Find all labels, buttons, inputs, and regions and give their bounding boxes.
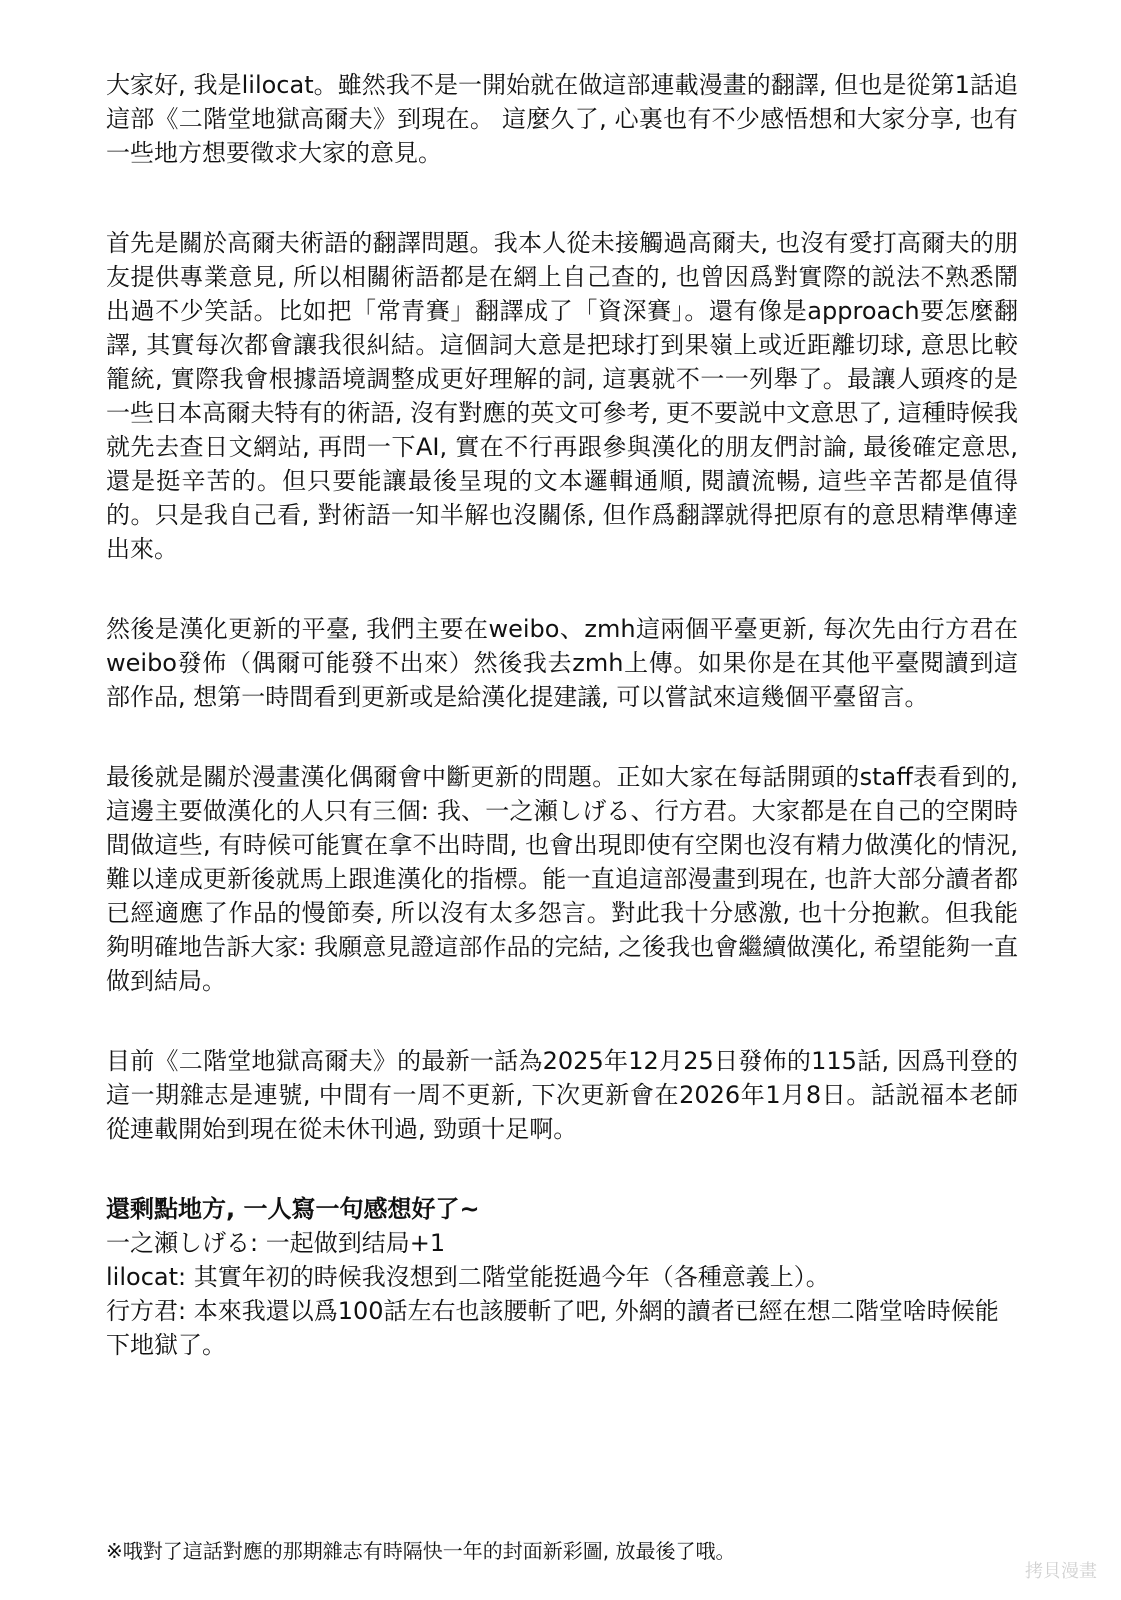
closing-line: lilocat: 其實年初的時候我沒想到二階堂能挺過今年（各種意義上）。: [106, 1263, 830, 1291]
paragraph-terminology: 首先是關於高爾夫術語的翻譯問題。我本人從未接觸過高爾夫, 也沒有愛打高爾夫的朋友提供專業意見, 所以相關術語都是在網上自己查的, 也曾因爲對實際的説法不熟悉鬧出過不少笑話。比如把「常青賽」翻譯成了「資深賽」。還有像是approach要怎麼翻譯, 其實每次都會讓我很糾結。這個詞大意是把球打到果嶺上或近距離切球, 意思比較籠統, 實際我會根據語境調整成更好理解的詞, 這裏就不一一列舉了。最讓人頭疼的是一些日本高爾夫特有的術語, 沒有對應的英文可參考, 更不要説中文意思了, 這種時候我就先去查日文網站, 再問一下AI, 實在不行再跟參與漢化的朋友們討論, 最後確定意思, 還是挺辛苦的。但只要能讓最後呈現的文本邏輯通順, 閱讀流暢, 這些辛苦都是值得的。只是我自己看, 對術語一知半解也沒關係, 但作爲翻譯就得把原有的意思精準傳達出來。: [106, 229, 1018, 563]
watermark: 拷貝漫畫: [1025, 1561, 1097, 1582]
footnote: ※哦對了這話對應的那期雜志有時隔快一年的封面新彩圖, 放最後了哦。: [106, 1539, 736, 1563]
closing-title: 還剩點地方, 一人寫一句感想好了~: [106, 1195, 480, 1223]
closing-section: [106, 1192, 1018, 1362]
paragraph-update-pauses: 最後就是關於漫畫漢化偶爾會中斷更新的問題。正如大家在每話開頭的staff表看到的, 這邊主要做漢化的人只有三個: 我、一之瀬しげる、行方君。大家都是在自己的空閑時間做這些, 有時候可能實在拿不出時間, 也會出現即使有空閑也沒有精力做漢化的情況, 難以達成更新後就馬上跟進漢化的指標。能一直追這部漫畫到現在, 也許大部分讀者都已經適應了作品的慢節奏, 所以沒有太多怨言。對此我十分感激, 也十分抱歉。但我能夠明確地告訴大家: 我願意見證這部作品的完結, 之後我也會繼續做漢化, 希望能夠一直做到結局。: [106, 763, 1018, 995]
paragraph-latest-chapter: 目前《二階堂地獄高爾夫》的最新一話為2025年12月25日發佈的115話, 因爲刊登的這一期雜志是連號, 中間有一周不更新, 下次更新會在2026年1月8日。話説福本老師從連載開始到現在從未休刊過, 勁頭十足啊。: [106, 1047, 1018, 1143]
closing-line: 一之瀬しげる: 一起做到结局+1: [106, 1229, 446, 1257]
document-body: [106, 68, 1018, 1362]
paragraph-platforms: 然後是漢化更新的平臺, 我們主要在weibo、zmh這兩個平臺更新, 每次先由行方君在weibo發佈（偶爾可能發不出來）然後我去zmh上傳。如果你是在其他平臺閱讀到這部作品, 想第一時間看到更新或是給漢化提建議, 可以嘗試來這幾個平臺留言。: [106, 615, 1018, 711]
closing-line: 行方君: 本來我還以爲100話左右也該腰斬了吧, 外網的讀者已經在想二階堂啥時候能下地獄了。: [106, 1297, 999, 1359]
paragraph-greeting: 大家好, 我是lilocat。雖然我不是一開始就在做這部連載漫畫的翻譯, 但也是從第1話追這部《二階堂地獄高爾夫》到現在。 這麼久了, 心裏也有不少感悟想和大家分享, 也有一些地方想要徵求大家的意見。: [106, 71, 1018, 167]
